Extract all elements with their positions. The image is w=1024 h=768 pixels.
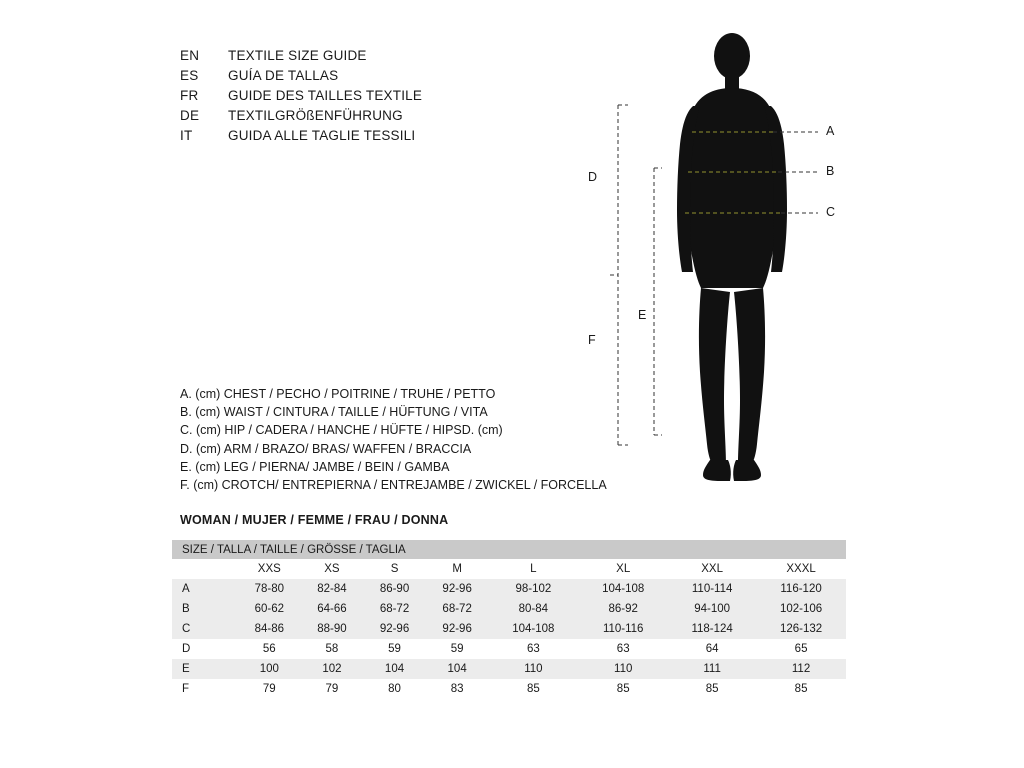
title-row-de xyxy=(180,108,422,128)
size-header-s: S xyxy=(390,563,399,575)
size-row-corner xyxy=(172,559,238,579)
row-label-a: A xyxy=(182,583,190,595)
cell-f-s: 80 xyxy=(388,683,401,695)
title-row-fr xyxy=(180,88,422,108)
table-row xyxy=(172,639,846,659)
cell-e-xxs: 100 xyxy=(259,663,279,675)
table-row xyxy=(172,659,846,679)
row-label-d: D xyxy=(182,643,191,655)
cell-a-xs: 82-84 xyxy=(317,583,347,595)
table-header-row xyxy=(172,540,846,559)
table-row xyxy=(172,679,846,699)
cell-c-l: 104-108 xyxy=(512,623,555,635)
cell-a-xxs: 78-80 xyxy=(254,583,285,595)
title-text-en: TEXTILE SIZE GUIDE xyxy=(228,48,367,63)
table-row-sizes xyxy=(172,559,846,579)
cell-a-m: 92-96 xyxy=(442,583,472,595)
title-row-it xyxy=(180,128,422,148)
bracket-e xyxy=(654,168,662,435)
title-lang-en: EN xyxy=(180,48,200,63)
cell-e-xs: 102 xyxy=(322,663,342,675)
cell-b-xl: 86-92 xyxy=(608,603,638,615)
legend-item-b: B. (cm) WAIST / CINTURA / TAILLE / HÜFTUNG / VITA xyxy=(180,405,488,420)
cell-c-xxs: 84-86 xyxy=(254,623,285,635)
cell-c-xxl: 118-124 xyxy=(691,623,733,635)
cell-a-s: 86-90 xyxy=(379,583,410,595)
table-row xyxy=(172,619,846,639)
cell-d-m: 59 xyxy=(450,643,464,655)
woman-section-label: WOMAN / MUJER / FEMME / FRAU / DONNA xyxy=(180,513,449,527)
cell-b-xxl: 94-100 xyxy=(694,603,731,615)
size-table xyxy=(172,540,846,699)
cell-f-m: 83 xyxy=(450,683,464,695)
cell-a-xxl: 110-114 xyxy=(691,583,733,595)
cell-d-s: 59 xyxy=(388,643,401,655)
cell-c-xs: 88-90 xyxy=(317,623,347,635)
title-lang-it: IT xyxy=(180,128,193,143)
title-text-fr: GUIDE DES TAILLES TEXTILE xyxy=(228,88,423,103)
legend-item-e: E. (cm) LEG / PIERNA/ JAMBE / BEIN / GAMBA xyxy=(180,459,450,474)
cell-e-s: 104 xyxy=(384,663,405,675)
title-text-es: GUÍA DE TALLAS xyxy=(228,68,339,83)
row-label-c: C xyxy=(182,623,191,635)
row-label-f: F xyxy=(182,683,190,695)
title-lang-de: DE xyxy=(180,108,200,123)
cell-d-xs: 58 xyxy=(325,643,339,655)
size-header-xxs: XXS xyxy=(257,563,281,575)
title-row-en xyxy=(180,48,422,68)
cell-e-xxxl: 112 xyxy=(791,663,811,675)
figure-svg xyxy=(560,20,900,490)
cell-e-m: 104 xyxy=(447,663,467,675)
size-header-xs: XS xyxy=(324,563,340,575)
bracket-d xyxy=(610,105,628,445)
title-lang-es: ES xyxy=(180,68,199,83)
cell-f-xl: 85 xyxy=(616,683,630,695)
legend-item-d: D. (cm) ARM / BRAZO/ BRAS/ WAFFEN / BRACCIA xyxy=(180,441,472,456)
cell-b-xs: 64-66 xyxy=(317,603,347,615)
cell-c-m: 92-96 xyxy=(442,623,472,635)
cell-f-xxl: 85 xyxy=(705,683,719,695)
title-block xyxy=(180,48,422,148)
table-header-label: SIZE / TALLA / TAILLE / GRÖSSE / TAGLIA xyxy=(172,540,846,559)
body-figure-diagram xyxy=(560,20,900,490)
cell-e-xl: 110 xyxy=(614,663,633,675)
cell-d-xxxl: 65 xyxy=(794,643,808,655)
cell-b-s: 68-72 xyxy=(379,603,410,615)
row-label-e: E xyxy=(182,663,190,675)
cell-a-l: 98-102 xyxy=(515,583,552,595)
title-text-it: GUIDA ALLE TAGLIE TESSILI xyxy=(228,128,416,143)
cell-d-xxs: 56 xyxy=(262,643,276,655)
cell-d-xxl: 64 xyxy=(705,643,719,655)
legend-item-a: A. (cm) CHEST / PECHO / POITRINE / TRUHE / PETTO xyxy=(180,387,496,401)
cell-c-s: 92-96 xyxy=(379,623,410,635)
bracket-label-f: F xyxy=(588,333,596,347)
row-label-b: B xyxy=(182,603,190,615)
title-lang-fr: FR xyxy=(180,88,199,103)
legend-item-c: C. (cm) HIP / CADERA / HANCHE / HÜFTE / HIPSD. (cm) xyxy=(180,423,503,438)
cell-b-xxxl: 102-106 xyxy=(779,603,823,615)
table-row xyxy=(172,579,846,599)
cell-d-l: 63 xyxy=(526,643,540,655)
cell-c-xxxl: 126-132 xyxy=(779,623,823,635)
cell-f-l: 85 xyxy=(526,683,540,695)
female-silhouette-icon xyxy=(677,33,787,481)
cell-d-xl: 63 xyxy=(616,643,630,655)
cell-f-xxs: 79 xyxy=(262,683,276,695)
size-header-l: L xyxy=(530,563,537,575)
title-text-de: TEXTILGRÖßENFÜHRUNG xyxy=(228,108,403,123)
cell-b-xxs: 60-62 xyxy=(254,603,285,615)
marker-label-c: C xyxy=(826,205,836,219)
cell-c-xl: 110-116 xyxy=(602,623,644,635)
size-header-xl: XL xyxy=(616,563,631,575)
bracket-label-d: D xyxy=(588,170,598,184)
legend-item-f: F. (cm) CROTCH/ ENTREPIERNA / ENTREJAMBE / ZWICKEL / FORCELLA xyxy=(180,478,607,493)
marker-label-b: B xyxy=(826,164,835,178)
cell-f-xs: 79 xyxy=(325,683,339,695)
marker-label-a: A xyxy=(826,124,835,138)
size-header-xxl: XXL xyxy=(701,563,723,575)
title-row-es xyxy=(180,68,422,88)
cell-f-xxxl: 85 xyxy=(794,683,808,695)
size-header-m: M xyxy=(452,563,462,575)
bracket-label-e: E xyxy=(638,308,647,322)
cell-a-xl: 104-108 xyxy=(602,583,645,595)
cell-e-xxl: 111 xyxy=(703,663,721,675)
size-header-xxxl: XXXL xyxy=(786,563,816,575)
cell-a-xxxl: 116-120 xyxy=(780,583,822,595)
cell-e-l: 110 xyxy=(524,663,543,675)
cell-b-m: 68-72 xyxy=(442,603,472,615)
cell-b-l: 80-84 xyxy=(518,603,549,615)
table-row xyxy=(172,599,846,619)
measurement-legend xyxy=(180,385,607,494)
